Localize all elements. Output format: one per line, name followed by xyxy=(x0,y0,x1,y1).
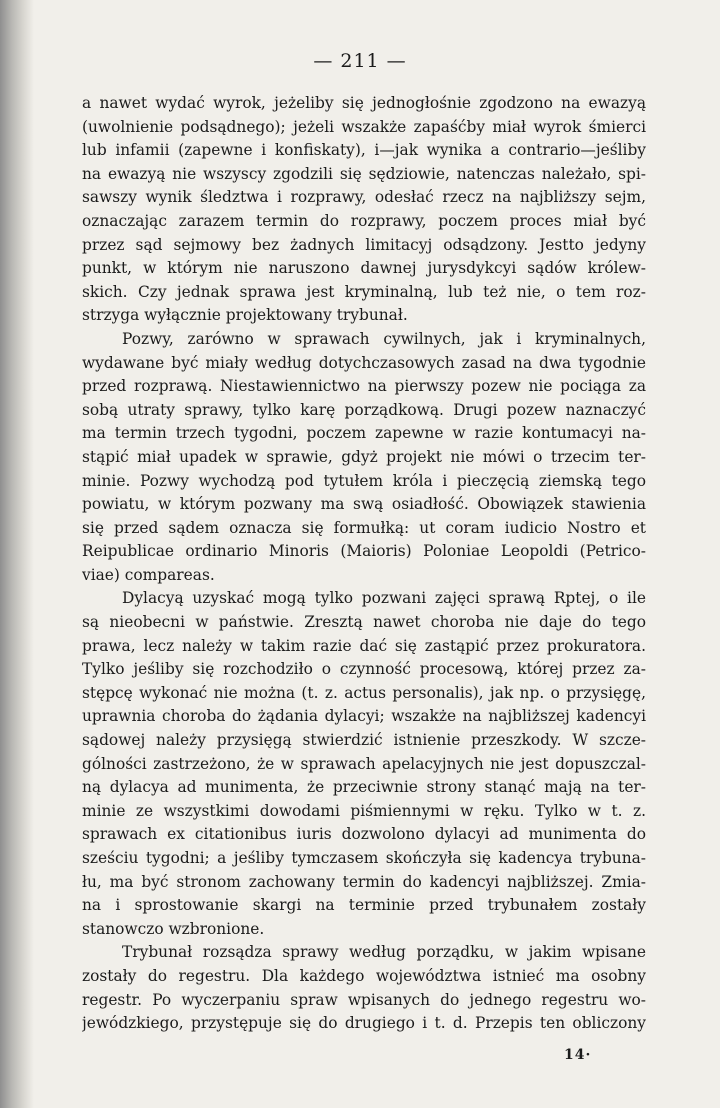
text-line: strzyga wyłącznie projektowany trybunał. xyxy=(82,306,408,325)
text-line: sześciu tygodni; a jeśliby tymczasem skończyła się kadencya trybuna- xyxy=(82,849,646,867)
text-line: na ewazyą nie wszyscy zgodzili się sędziowie, natenczas należało, spi- xyxy=(82,164,646,183)
text-line: a nawet wydać wyrok, jeżeliby się jednogłośnie zgodzono na ewazyą xyxy=(82,94,646,112)
page-number: — 211 — xyxy=(313,50,407,72)
text-line: się przed sądem oznacza się formułką: ut coram iudicio Nostro et xyxy=(82,518,646,537)
text-line: sądowej należy przysięgą stwierdzić istnienie przeszkody. W szcze- xyxy=(82,731,646,750)
text-line: Reipublicae ordinario Minoris (Maioris) Poloniae Leopoldi (Petrico- xyxy=(82,542,646,561)
text-line: przed rozprawą. Niestawiennictwo na pierwszy pozew nie pociąga za xyxy=(82,377,646,396)
text-line: prawa, lecz należy w takim razie dać się zastąpić przez prokuratora. xyxy=(82,636,646,655)
text-line: lub infamii (zapewne i konfiskaty), i—jak wynika a contrario—jeśliby xyxy=(82,141,646,160)
text-line: łu, ma być stronom zachowany termin do kadencyi najbliższej. Zmia- xyxy=(82,872,646,891)
text-line: sprawach ex citationibus iuris dozwolono dylacyi ad munimenta do xyxy=(82,825,646,844)
text-line: minie. Pozwy wychodzą pod tytułem króla i pieczęcią ziemską tego xyxy=(82,471,646,490)
text-line: (uwolnienie podsądnego); jeżeli wszakże zapaśćby miał wyrok śmierci xyxy=(82,117,646,136)
paragraph-start-line: Trybunał rozsądza sprawy według porządku, w jakim wpisane xyxy=(122,943,646,962)
text-line: viae) compareas. xyxy=(82,565,215,584)
paragraph-start-line: Dylacyą uzyskać mogą tylko pozwani zajęci sprawą Rptej, o ile xyxy=(122,589,646,608)
text-line: stępcę wykonać nie można (t. z. actus personalis), jak np. o przysięgę, xyxy=(82,683,646,702)
text-line: jewódzkiego, przystępuje się do drugiego i t. d. Przepis ten obliczony xyxy=(82,1014,646,1033)
text-line: Tylko jeśliby się rozchodziło o czynność procesową, której przez za- xyxy=(82,660,646,679)
body-text xyxy=(82,92,646,1036)
text-line: uprawnia choroba do żądania dylacyi; wszakże na najbliższej kadencyi xyxy=(82,707,646,726)
text-line: stąpić miał upadek w sprawie, gdyż projekt nie mówi o trzecim ter- xyxy=(82,447,646,466)
page-gutter-shadow xyxy=(0,0,34,1108)
signature-mark: 14· xyxy=(564,1047,592,1063)
text-line: oznaczając zarazem termin do rozprawy, poczem proces miał być xyxy=(82,211,646,230)
text-line: ma termin trzech tygodni, poczem zapewne w razie kontumacyi na- xyxy=(82,424,646,443)
text-line: gólności zastrzeżono, że w sprawach apelacyjnych nie jest dopuszczal- xyxy=(82,754,646,773)
text-line: wydawane być miały według dotychczasowych zasad na dwa tygodnie xyxy=(82,353,646,372)
text-line: ną dylacya ad munimenta, że przeciwnie strony stanąć mają na ter- xyxy=(82,778,646,797)
text-line: przez sąd sejmowy bez żadnych limitacyj odsądzony. Jestto jedyny xyxy=(82,235,646,254)
text-line: minie ze wszystkimi dowodami piśmiennymi w ręku. Tylko w t. z. xyxy=(82,801,646,820)
text-line: sobą utraty sprawy, tylko karę porządkową. Drugi pozew naznaczyć xyxy=(82,400,646,419)
text-line: regestr. Po wyczerpaniu spraw wpisanych do jednego regestru wo- xyxy=(82,990,646,1009)
paragraph-start-line: Pozwy, zarówno w sprawach cywilnych, jak i kryminalnych, xyxy=(122,329,646,348)
text-line: powiatu, w którym pozwany ma swą osiadłość. Obowiązek stawienia xyxy=(82,495,646,514)
text-line: punkt, w którym nie naruszono dawnej jurysdykcyi sądów królew- xyxy=(82,259,646,278)
text-line: skich. Czy jednak sprawa jest kryminalną, lub też nie, o tem roz- xyxy=(82,282,646,301)
text-line: stanowczo wzbronione. xyxy=(82,919,265,938)
text-line: na i sprostowanie skargi na terminie przed trybunałem zostały xyxy=(82,896,646,915)
text-line: sawszy wynik śledztwa i rozprawy, odesłać rzecz na najbliższy sejm, xyxy=(82,188,646,207)
text-line: są nieobecni w państwie. Zresztą nawet choroba nie daje do tego xyxy=(82,613,646,632)
text-line: zostały do regestru. Dla każdego województwa istnieć ma osobny xyxy=(82,966,646,985)
